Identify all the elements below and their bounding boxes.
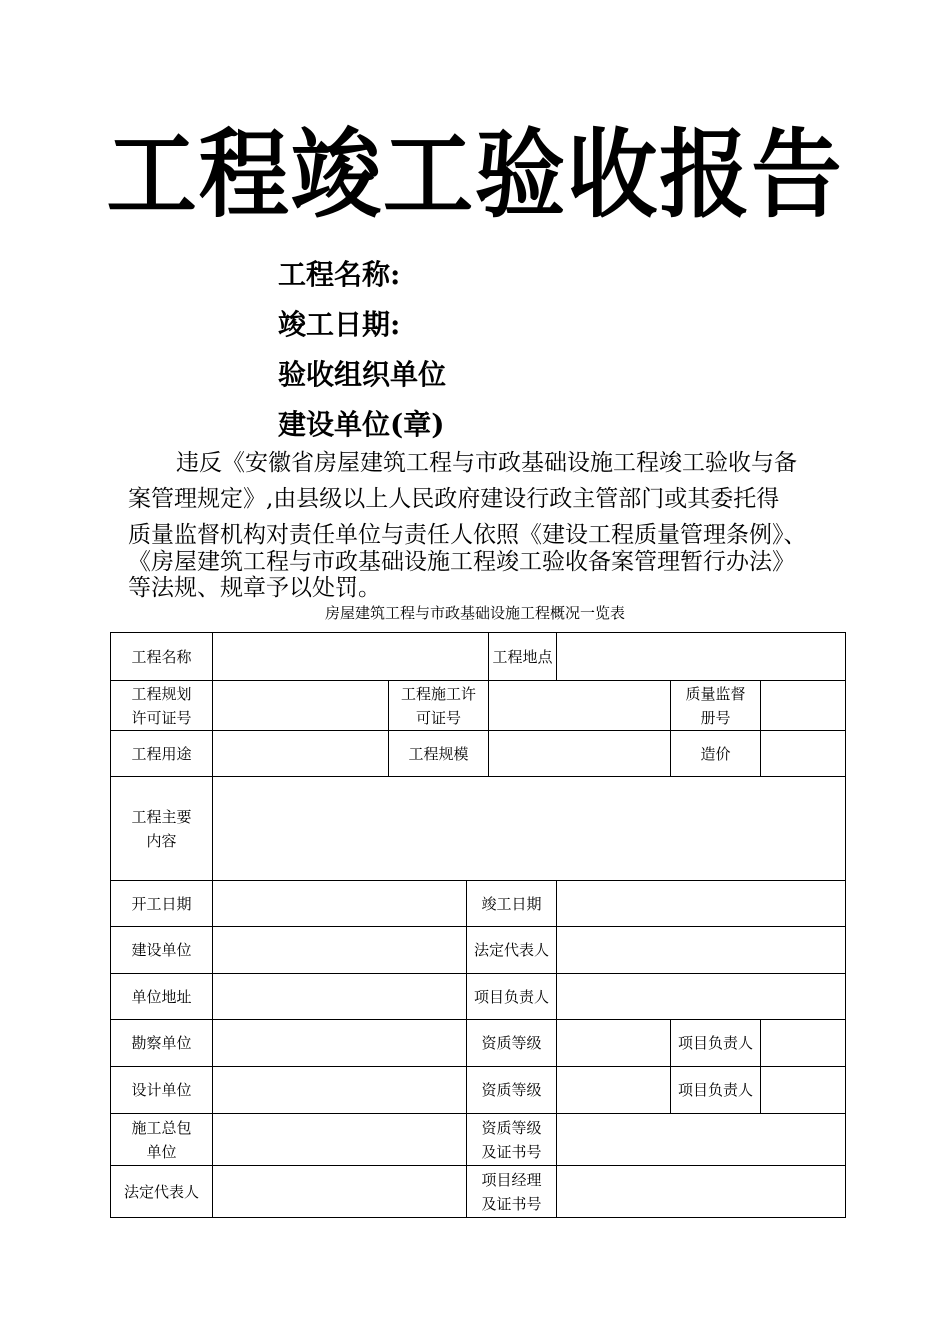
paragraph-line: 案管理规定》,由县级以上人民政府建设行政主管部门或其委托得 (128, 486, 780, 512)
qualification-cert-cell: 资质等级 及证书号 (467, 1114, 557, 1166)
design-qualification-cell: 资质等级 (467, 1067, 557, 1114)
project-manager-value (557, 1166, 846, 1218)
quality-supervision-value (761, 681, 846, 731)
quality-supervision-cell: 质量监督 册号 (671, 681, 761, 731)
planning-permit-value (213, 681, 389, 731)
unit-address-cell: 单位地址 (111, 974, 213, 1020)
cost-value (761, 731, 846, 777)
acceptance-org-label: 验收组织单位 (278, 358, 447, 391)
survey-project-leader-value (761, 1020, 846, 1067)
design-project-leader-value (761, 1067, 846, 1114)
table-row (111, 1067, 846, 1114)
general-contractor-cell: 施工总包 单位 (111, 1114, 213, 1166)
project-usage-cell: 工程用途 (111, 731, 213, 777)
project-scale-value (489, 731, 671, 777)
table-row (111, 927, 846, 974)
project-leader-cell: 项目负责人 (467, 974, 557, 1020)
project-name-label: 工程名称: (278, 258, 401, 291)
start-date-value (213, 881, 467, 927)
legal-rep-cell: 法定代表人 (467, 927, 557, 974)
project-location-value (557, 633, 846, 681)
completion-date-value (557, 881, 846, 927)
project-scale-cell: 工程规模 (389, 731, 489, 777)
table-row (111, 974, 846, 1020)
project-location-cell: 工程地点 (489, 633, 557, 681)
survey-project-leader-cell: 项目负责人 (671, 1020, 761, 1067)
paragraph-line: 《房屋建筑工程与市政基础设施工程竣工验收备案管理暂行办法》 (128, 549, 795, 575)
project-usage-value (213, 731, 389, 777)
qualification-cert-value (557, 1114, 846, 1166)
survey-qualification-cell: 资质等级 (467, 1020, 557, 1067)
unit-address-value (213, 974, 467, 1020)
construction-unit-value (213, 927, 467, 974)
cost-cell: 造价 (671, 731, 761, 777)
project-leader-value (557, 974, 846, 1020)
table-row (111, 731, 846, 777)
design-unit-value (213, 1067, 467, 1114)
builder-seal-label: 建设单位(章) (278, 408, 445, 441)
survey-unit-cell: 勘察单位 (111, 1020, 213, 1067)
main-content-cell: 工程主要 内容 (111, 777, 213, 881)
paragraph-line: 质量监督机构对责任单位与责任人依照《建设工程质量管理条例》、 (128, 522, 807, 548)
general-contractor-value (213, 1114, 467, 1166)
table-row (111, 881, 846, 927)
design-project-leader-cell: 项目负责人 (671, 1067, 761, 1114)
document-title: 工程竣工验收报告 (106, 118, 844, 231)
table-row (111, 1020, 846, 1067)
project-manager-cell: 项目经理 及证书号 (467, 1166, 557, 1218)
construction-permit-cell: 工程施工许 可证号 (389, 681, 489, 731)
project-name-cell: 工程名称 (111, 633, 213, 681)
survey-qualification-value (557, 1020, 671, 1067)
table-row (111, 1166, 846, 1218)
design-unit-cell: 设计单位 (111, 1067, 213, 1114)
table-caption: 房屋建筑工程与市政基础设施工程概况一览表 (324, 604, 625, 622)
contractor-legal-rep-value (213, 1166, 467, 1218)
completion-date-cell: 竣工日期 (467, 881, 557, 927)
completion-date-label: 竣工日期: (278, 308, 401, 341)
survey-unit-value (213, 1020, 467, 1067)
legal-rep-value (557, 927, 846, 974)
project-name-value (213, 633, 489, 681)
construction-unit-cell: 建设单位 (111, 927, 213, 974)
planning-permit-cell: 工程规划 许可证号 (111, 681, 213, 731)
table-row (111, 681, 846, 731)
main-content-value (213, 777, 846, 881)
paragraph-line: 违反《安徽省房屋建筑工程与市政基础设施工程竣工验收与备 (176, 450, 797, 476)
construction-permit-value (489, 681, 671, 731)
contractor-legal-rep-cell: 法定代表人 (111, 1166, 213, 1218)
table-row (111, 1114, 846, 1166)
design-qualification-value (557, 1067, 671, 1114)
project-overview-table (110, 632, 846, 1218)
start-date-cell: 开工日期 (111, 881, 213, 927)
paragraph-line: 等法规、规章予以处罚。 (128, 575, 381, 601)
table-row (111, 633, 846, 681)
table-row (111, 777, 846, 881)
